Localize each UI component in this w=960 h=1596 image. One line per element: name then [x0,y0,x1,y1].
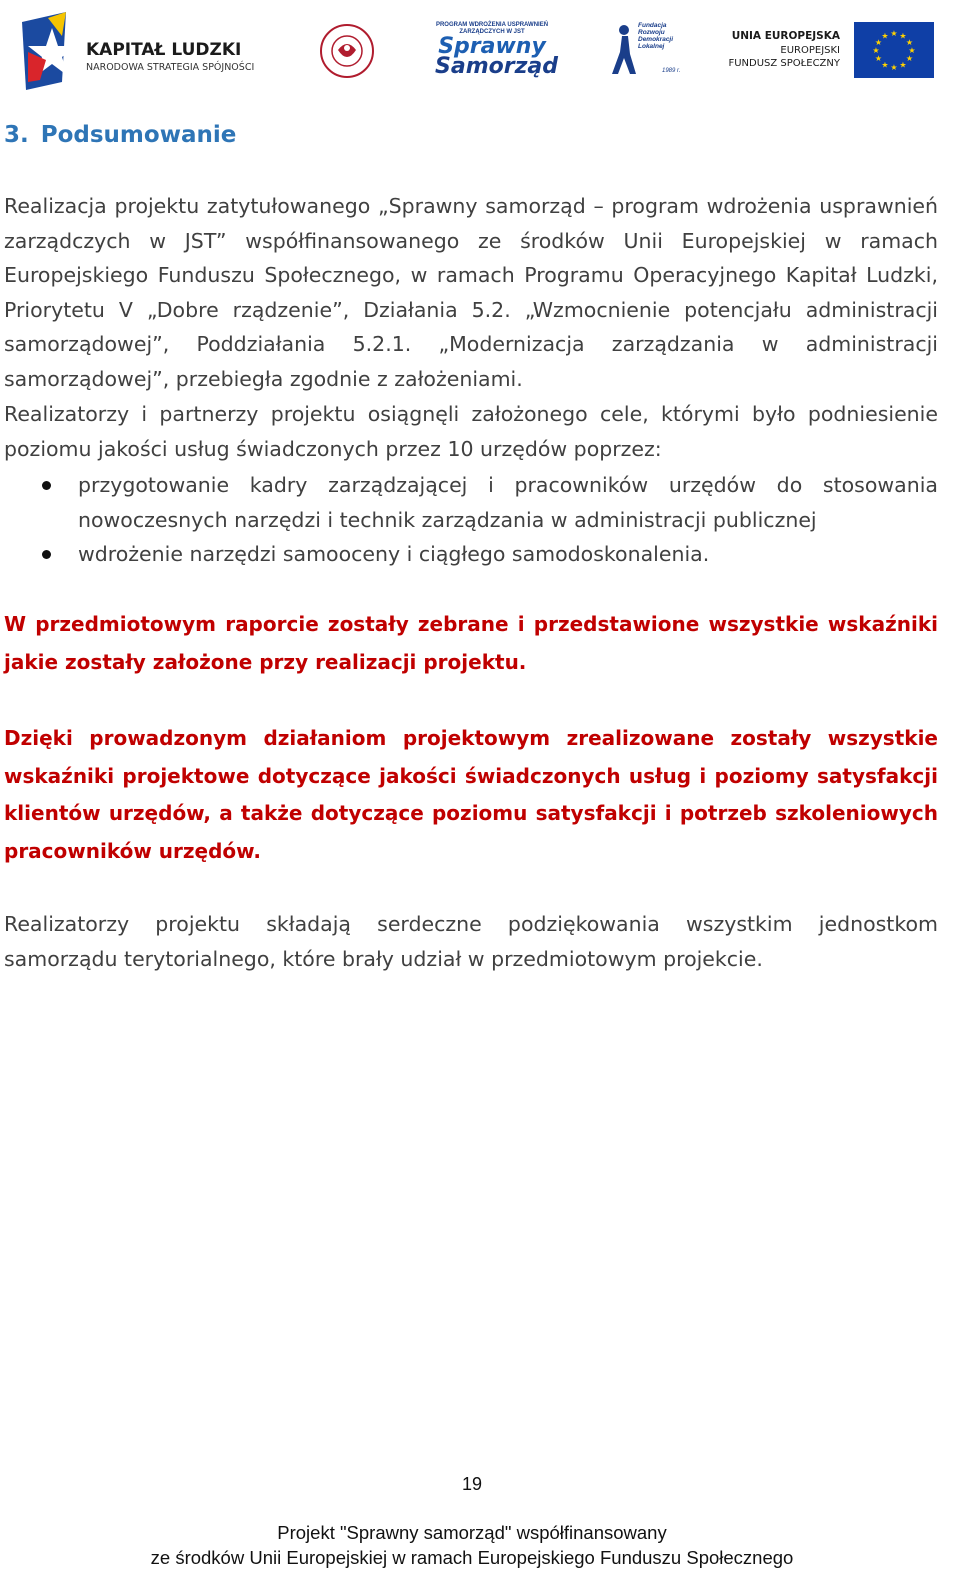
list-item-text: przygotowanie kadry zarządzającej i pracowników urzędów do stosowania nowoczesnych narzędzi i technik zarządzania w administracji publicznej [78,473,938,532]
fundacja-name: Fundacja Rozwoju Demokracji Lokalnej [638,22,674,50]
highlight-indicators-report: W przedmiotowym raporcie zostały zebrane i przedstawione wszystkie wskaźniki jakie zostały założone przy realizacji projektu. [4,612,938,674]
fundacja-year: 1989 r. [662,68,681,74]
eu-flag-icon [854,22,934,78]
page-footer [0,1520,944,1570]
bullet-icon [42,481,51,490]
svg-text:★: ★ [890,29,898,38]
zwiazek-powiatow-seal-icon [318,20,376,82]
svg-text:★: ★ [874,38,883,47]
paragraph-goals: Realizatorzy i partnerzy projektu osiągnęli założonego cele, którymi było podniesienie poziomu jakości usług świadczonych przez 10 urzędów poprzez: [4,402,938,461]
section-number: 3. [4,122,29,148]
svg-text:★: ★ [874,54,883,63]
unia-europejska-logo [728,22,938,80]
list-item-text: wdrożenie narzędzi samooceny i ciągłego samodoskonalenia. [78,542,710,566]
bullet-icon [42,550,51,559]
section-heading [4,122,236,148]
page-number: 19 [461,1474,483,1494]
footer-line2: ze środków Unii Europejskiej w ramach Europejskiego Funduszu Społecznego [150,1547,794,1568]
footer-line1: Projekt "Sprawny samorząd" współfinansowany [277,1522,667,1543]
kapital-ludzki-title: KAPITAŁ LUDZKI [86,40,242,60]
sprawny-samorzad-tagline: PROGRAM WDROŻENIA USPRAWNIEŃ ZARZĄDCZYCH W JST [435,22,549,35]
svg-text:★: ★ [890,63,898,72]
unia-title: UNIA EUROPEJSKA [731,30,840,42]
list-item [4,537,938,572]
efs-line2: FUNDUSZ SPOŁECZNY [728,58,840,69]
sprawny-word: Sprawny [438,34,546,59]
fundacja-logo [612,20,690,82]
sprawny-samorzad-logo [435,22,558,80]
samorzad-word: Samorząd [435,54,558,79]
kapital-ludzki-emblem-icon [22,12,82,90]
svg-text:★: ★ [905,38,914,47]
kapital-ludzki-logo [22,12,272,90]
svg-text:★: ★ [881,31,889,41]
svg-text:★: ★ [899,31,907,41]
kapital-ludzki-subtitle: NARODOWA STRATEGIA SPÓJNOŚCI [86,62,255,73]
svg-text:★: ★ [872,46,880,55]
svg-text:★: ★ [899,60,907,70]
walking-figure-icon [612,24,638,78]
svg-text:★: ★ [905,54,914,63]
svg-text:★: ★ [908,46,916,55]
list-item [4,468,938,537]
paragraph-thanks: Realizatorzy projektu składają serdeczne podziękowania wszystkim jednostkom samorządu terytorialnego, które brały udział w przedmiotowym projekcie. [4,912,938,971]
section-title: Podsumowanie [40,122,237,148]
svg-text:★: ★ [881,60,889,70]
efs-line1: EUROPEJSKI [780,45,840,56]
zwiazek-powiatow-logo [318,20,376,82]
highlight-indicators-achieved: Dzięki prowadzonym działaniom projektowym zrealizowane zostały wszystkie wskaźniki projektowe dotyczące jakości świadczonych usług i poziomy satysfakcji klientów urzędów, a także dotyczące poziomu satysfakcji i potrzeb szkoleniowych pracowników urzędów. [4,726,938,863]
paragraph-project-summary: Realizacja projektu zatytułowanego „Sprawny samorząd – program wdrożenia usprawnień zarządczych w JST” współfinansowanego ze środków Unii Europejskiej w ramach Europejskiego Funduszu Społecznego, w ramach Programu Operacyjnego Kapitał Ludzki, Priorytetu V „Dobre rządzenie”, Działania 5.2. „Wzmocnienie potencjału administracji samorządowej”, Poddziałania 5.2.1. „Modernizacja zarządzania w administracji samorządowej”, przebiegła zgodnie z założeniami. [4,194,938,391]
goals-list [4,468,938,572]
